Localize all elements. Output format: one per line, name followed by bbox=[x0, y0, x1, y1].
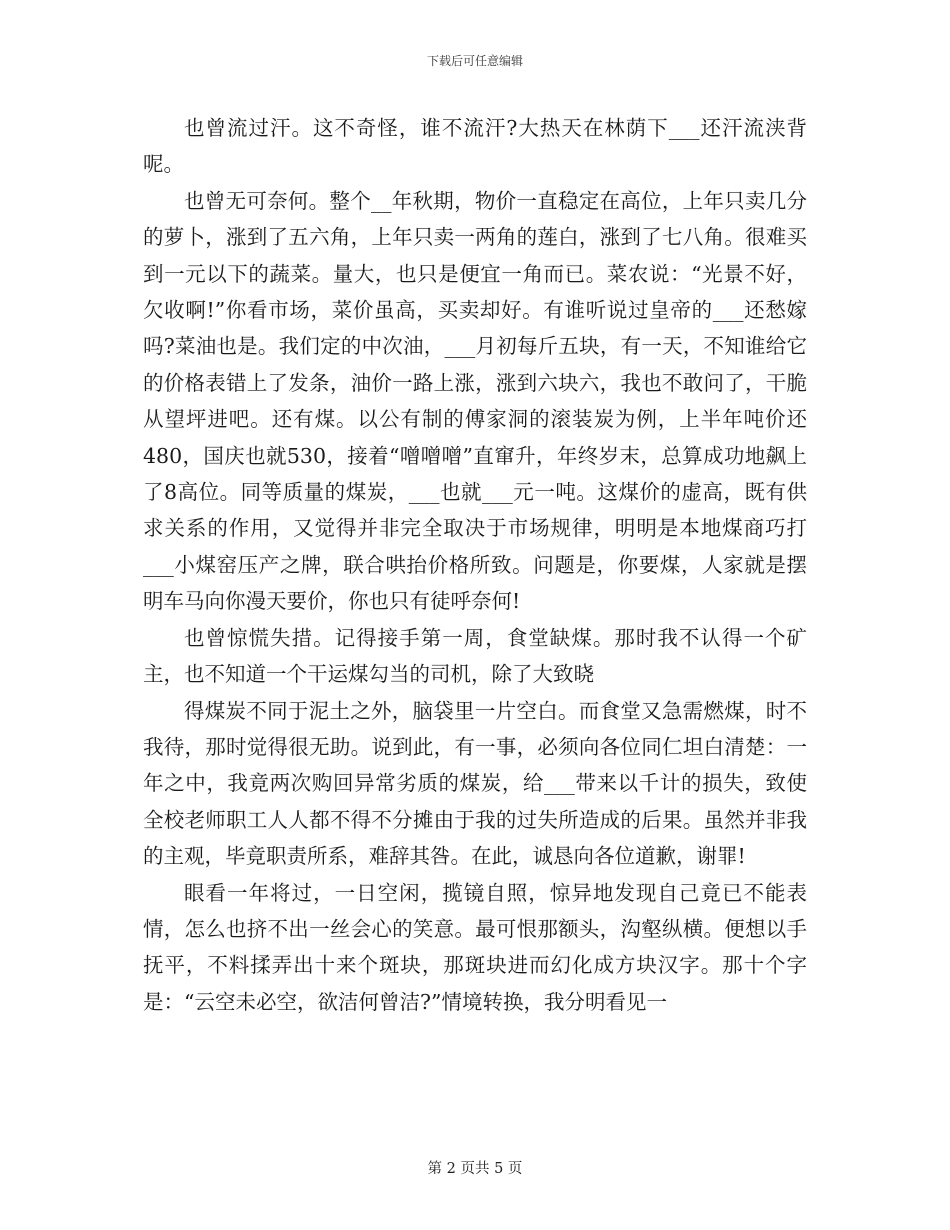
page-header: 下载后可任意编辑 bbox=[426, 54, 523, 68]
paragraph-sweat: 也曾流过汗。这不奇怪，谁不流汗?大热天在林荫下___还汗流浃背呢。 bbox=[143, 116, 807, 177]
paragraph-coal-apology: 得煤炭不同于泥土之外，脑袋里一片空白。而食堂又急需燃煤，时不我待，那时觉得很无助。说到此，有一事，必须向各位同仁坦白清楚：一年之中，我竟两次购回异常劣质的煤炭，给___带来以千计的损失，致使全校老师职工人人都不得不分摊由于我的过失所造成的后果。虽然并非我的主观，毕竟职责所系，难辞其咎。在此，诚恳向各位道歉，谢罪! bbox=[143, 698, 807, 869]
paragraph-panic: 也曾惊慌失措。记得接手第一周，食堂缺煤。那时我不认得一个矿主，也不知道一个干运煤勾当的司机，除了大致晓 bbox=[143, 625, 807, 687]
paragraph-helpless: 也曾无可奈何。整个__年秋期，物价一直稳定在高位，上年只卖几分的萝卜，涨到了五六角，上年只卖一两角的莲白，涨到了七八角。很难买到一元以下的蔬菜。量大，也只是便宜一角而已。菜农说：“光景不好，欠收啊!”你看市场，菜价虽高，买卖却好。有谁听说过皇帝的___还愁嫁吗?菜油也是。我们定的中次油，___月初每斤五块，有一天，不知谁给它的价格表错上了发条，油价一路上涨，涨到六块六，我也不敢问了，干脆从望坪进吧。还有煤。以公有制的傅家洞的滚装炭为例，上半年吨价还480，国庆也就530，接着“噌噌噌”直窜升，年终岁末，总算成功地飙上了8高位。同等质量的煤炭，___也就___元一吨。这煤价的虚高，既有供求关系的作用，又觉得并非完全取决于市场规律，明明是本地煤商巧打___小煤窑压产之牌，联合哄抬价格所致。问题是，你要煤，人家就是摆明车马向你漫天要价，你也只有徒呼奈何! bbox=[143, 188, 807, 614]
paragraph-mirror: 眼看一年将过，一日空闲，揽镜自照，惊异地发现自己竟已不能表情，怎么也挤不出一丝会心的笑意。最可恨那额头，沟壑纵横。便想以手抚平，不料揉弄出十来个斑块，那斑块进而幻化成方块汉字。那十个字是：“云空未必空，欲洁何曾洁?”情境转换，我分明看见一 bbox=[143, 880, 807, 1014]
document-body bbox=[143, 110, 807, 1020]
page-number: 第 2 页共 5 页 bbox=[427, 1161, 523, 1177]
